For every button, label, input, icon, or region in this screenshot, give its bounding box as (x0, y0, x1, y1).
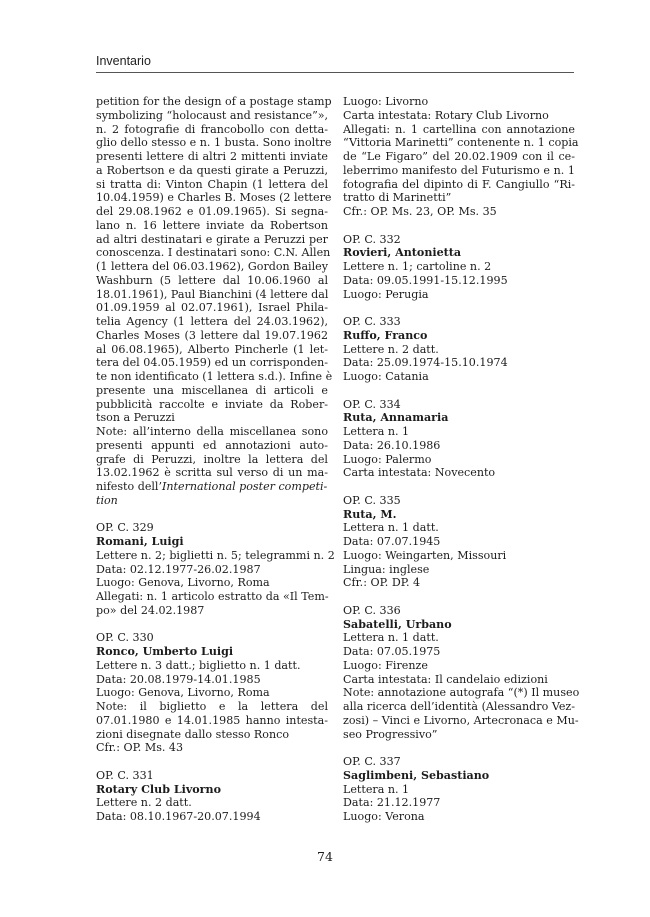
header-rule (96, 72, 574, 73)
text-line: petition for the design of a postage stamp (96, 95, 332, 108)
inventory-entry (343, 603, 580, 742)
entry-detail: Lettere n. 2; biglietti n. 5; telegrammi n. 2 (96, 548, 335, 562)
entry-detail: Luogo: Genova, Livorno, Roma (96, 686, 270, 700)
entry-name: Sabatelli, Urbano (343, 617, 452, 631)
entry-detail: fotografia del dipinto di F. Cangiullo “Ri- (343, 177, 575, 191)
entry-detail: Data: 25.09.1974-15.10.1974 (343, 356, 508, 370)
inventory-entry (343, 398, 575, 481)
text-line: pubblicità raccolte e inviate da Rober- (96, 397, 328, 411)
inventory-entry (96, 769, 328, 824)
entry-detail: Luogo: Verona (343, 810, 425, 823)
text-line: lano n. 16 lettere inviate da Robertson (96, 218, 328, 232)
entry-detail: Cfr.: OP. Ms. 43 (96, 741, 184, 755)
text-line: al 06.08.1965), Alberto Pincherle (1 let- (96, 342, 328, 356)
text-line: Charles Moses (3 lettere dal 19.07.1962 (96, 328, 328, 342)
entry-detail: Lettera n. 1 (343, 425, 410, 438)
inventory-entry (343, 315, 575, 384)
entry-detail: zosi) – Vinci e Livorno, Artecronaca e Mu- (343, 713, 579, 727)
text-line (96, 480, 328, 494)
left-column (96, 95, 335, 824)
entry-detail: Lettere n. 2 datt. (343, 342, 439, 356)
entry-detail: Note: il biglietto e la lettera del (96, 700, 328, 713)
entry-detail: Lettere n. 2 datt. (96, 796, 192, 810)
entry-name: Ruta, M. (343, 507, 397, 521)
text-line: n. 2 fotografie di francobollo con detta- (96, 122, 328, 136)
entry-detail: Carta intestata: Rotary Club Livorno (343, 108, 549, 122)
entry-detail: Data: 21.12.1977 (343, 796, 441, 810)
text-line: conoscenza. I destinatari sono: C.N. Allen (96, 246, 331, 260)
entry-code: OP. C. 330 (96, 631, 154, 645)
text-line: 01.09.1959 al 02.07.1961), Israel Phila- (96, 301, 328, 315)
entry-detail: Carta intestata: Il candelaio edizioni (343, 672, 548, 686)
text-line: presente una miscellanea di articoli e (96, 383, 328, 397)
entry-detail: Luogo: Perugia (343, 287, 429, 301)
italic-title: International poster competi- (162, 480, 328, 493)
entry-name: Rotary Club Livorno (96, 782, 221, 796)
entry-detail: tratto di Marinetti” (343, 191, 452, 205)
inventory-entry (343, 233, 575, 302)
entry-detail: Luogo: Livorno (343, 95, 429, 108)
text-line: (1 lettera del 06.03.1962), Gordon Bailey (96, 260, 328, 273)
entry-detail: “Vittoria Marinetti” contenente n. 1 copia (343, 136, 579, 150)
entry-code: OP. C. 329 (96, 521, 154, 535)
entry-code: OP. C. 335 (343, 493, 401, 507)
entry-code: OP. C. 333 (343, 315, 401, 328)
entry-continuation (343, 95, 579, 219)
entry-name: Ruffo, Franco (343, 328, 428, 342)
entry-detail: alla ricerca dell’identità (Alessandro Vez- (343, 700, 575, 713)
text-segment: nifesto dell’ (96, 480, 163, 493)
entry-detail: de “Le Figaro” del 20.02.1909 con il ce- (343, 150, 575, 163)
text-line: 10.04.1959) e Charles B. Moses (2 lettere (96, 191, 332, 205)
entry-detail: Luogo: Palermo (343, 452, 432, 466)
entry-detail: Lingua: inglese (343, 562, 430, 576)
text-line: 13.02.1962 è scritta sul verso di un ma- (96, 466, 328, 480)
entry-detail: Data: 08.10.1967-20.07.1994 (96, 810, 261, 823)
inventory-entry (343, 494, 575, 590)
text-line: tson a Peruzzi (96, 411, 175, 425)
entry-detail: Carta intestata: Novecento (343, 466, 496, 480)
text-line: 18.01.1961), Paul Bianchini (4 lettere dal (96, 287, 329, 301)
entry-code: OP. C. 331 (96, 768, 154, 782)
entry-detail: Lettere n. 1; cartoline n. 2 (343, 260, 492, 273)
entry-detail: Data: 20.08.1979-14.01.1985 (96, 672, 261, 686)
entry-detail: Data: 02.12.1977-26.02.1987 (96, 562, 261, 576)
entry-detail: Lettera n. 1 datt. (343, 631, 439, 645)
text-line: symbolizing “holocaust and resistance”», (96, 108, 329, 122)
inventory-entry (96, 521, 335, 617)
entry-detail: Luogo: Weingarten, Missouri (343, 548, 507, 562)
text-line: a Robertson e da questi girate a Peruzzi, (96, 163, 328, 177)
running-header: Inventario (96, 54, 151, 68)
text-line: Note: all’interno della miscellanea sono (96, 425, 328, 438)
text-line: si tratta di: Vinton Chapin (1 lettera del (96, 177, 328, 191)
text-line: telia Agency (1 lettera del 24.03.1962), (96, 315, 328, 328)
entry-detail: Data: 07.07.1945 (343, 535, 441, 548)
entry-detail: Note: annotazione autografa “(*) Il museo (343, 686, 580, 700)
entry-code: OP. C. 336 (343, 603, 401, 617)
entry-detail: Data: 09.05.1991-15.12.1995 (343, 273, 508, 287)
entry-detail: Luogo: Firenze (343, 658, 428, 672)
entry-detail: Luogo: Catania (343, 370, 429, 383)
inventory-entry (343, 755, 575, 824)
right-column (343, 95, 580, 824)
entry-detail: zioni disegnate dallo stesso Ronco (96, 727, 290, 741)
entry-name: Romani, Luigi (96, 535, 184, 548)
text-line: glio dello stesso e n. 1 busta. Sono inoltre (96, 136, 332, 150)
text-line: ad altri destinatari e girate a Peruzzi per (96, 232, 328, 246)
entry-name: Rovieri, Antonietta (343, 246, 462, 260)
entry-detail: Lettere n. 3 datt.; biglietto n. 1 datt. (96, 658, 301, 672)
text-line: te non identificato (1 lettera s.d.). Infine è (96, 370, 333, 383)
entry-detail: Cfr.: OP. Ms. 23, OP. Ms. 35 (343, 205, 497, 218)
entry-detail: leberrimo manifesto del Futurismo e n. 1 (343, 163, 575, 177)
entry-name: Ruta, Annamaria (343, 411, 449, 425)
entry-detail: Lettera n. 1 datt. (343, 521, 439, 535)
italic-title: tion (96, 493, 118, 507)
text-line: presenti lettere di altri 2 mittenti inviate (96, 150, 328, 163)
text-line: tera del 04.05.1959) ed un corrisponden- (96, 356, 328, 370)
paragraph-continuation (96, 95, 333, 508)
text-line: Washburn (5 lettere dal 10.06.1960 al (96, 273, 328, 287)
entry-detail: Lettera n. 1 (343, 782, 410, 796)
entry-detail: Luogo: Genova, Livorno, Roma (96, 576, 270, 590)
entry-code: OP. C. 337 (343, 755, 401, 768)
entry-detail: 07.01.1980 e 14.01.1985 hanno intesta- (96, 713, 328, 727)
entry-code: OP. C. 334 (343, 397, 401, 411)
text-line: del 29.08.1962 e 01.09.1965). Si segna- (96, 205, 328, 218)
entry-detail: seo Progressivo” (343, 727, 438, 741)
entry-detail: Data: 26.10.1986 (343, 438, 441, 452)
entry-detail: Data: 07.05.1975 (343, 645, 441, 658)
entry-detail: Cfr.: OP. DP. 4 (343, 576, 421, 590)
entry-name: Saglimbeni, Sebastiano (343, 768, 490, 782)
text-line: grafe di Peruzzi, inoltre la lettera del (96, 452, 328, 466)
entry-name: Ronco, Umberto Luigi (96, 645, 234, 658)
entry-detail: Allegati: n. 1 articolo estratto da «Il Tem- (96, 590, 329, 603)
entry-detail: po» del 24.02.1987 (96, 603, 205, 617)
entry-code: OP. C. 332 (343, 232, 401, 246)
inventory-entry (96, 631, 328, 755)
text-line: presenti appunti ed annotazioni auto- (96, 438, 328, 452)
page-number: 74 (317, 849, 333, 864)
entry-detail: Allegati: n. 1 cartellina con annotazione (343, 122, 575, 136)
